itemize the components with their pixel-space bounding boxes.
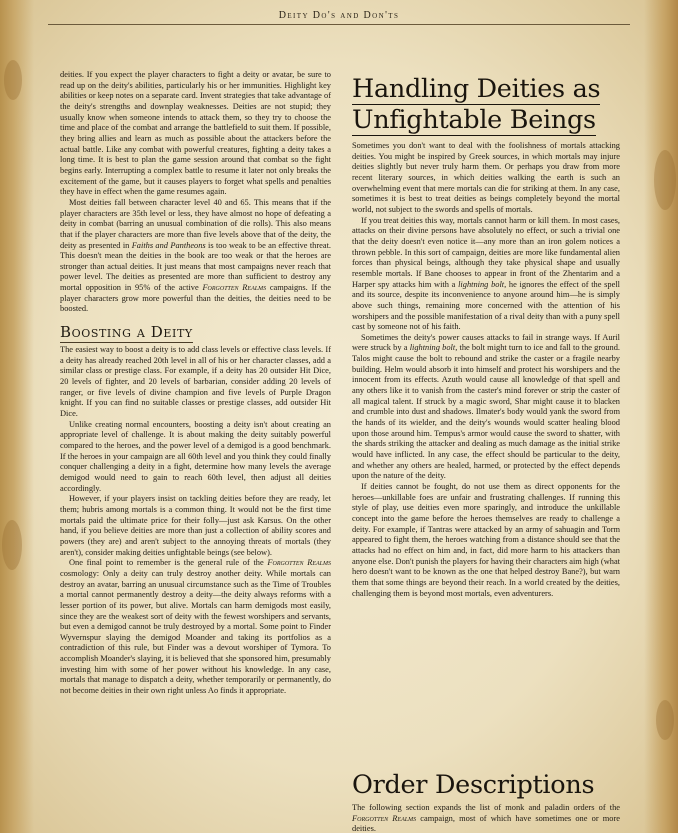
paragraph: If deities cannot be fought, do not use them as direct opponents for the heroes—unkillable foes are unfair and frustrating challenges. If running this style of play, use deities even more sparingly, and introduce the unkillable concept into the game before the heroes themselves are ready to challenge a deity. For example, if Tantras were attacked by an army of sahuagin and Torm appeared to fight them, the heroes watching from a distance should see that the attacks had no effect on him and, in fact, did more harm to his attackers than anyone else. Don't punish the players for having their characters aim high (what hero doesn't want to be known as the one that helped destroy Bane?), but warn them that some things are beyond their reach. In a world created by the deities, challenging them is beyond most mortals, even adventurers. (352, 482, 620, 598)
section-subheading: Boosting a Deity (60, 323, 193, 342)
header-rule (48, 24, 630, 25)
paragraph: One final point to remember is the general rule of the Forgotten Realms cosmology: Only a deity can truly destroy another deity. While mortals can destroy an avatar, barring an unusual circumstance such as the Time of Troubles a mortal cannot permanently destroy a deity—the deity always reforms with a lesser portion of its power, but alive. Mortals can harm demigods most easily, since they are the weakest sort of deity with the fewest worshipers and servants, but even a demigod cannot be truly destroyed by a mortal. Some point to Finder Wyvernspur slaying the demigod Moander and taking its portfolios as a contradiction of this rule, but Finder was a devout worshiper of Tymora. To accomplish Moander's slaying, it is believed that she sponsored him, presumably investing him with some of her power without his knowledge. In any case, mortals that manage to dispatch a deity, whether temporarily or permanently, do not become deities in their own right unless Ao finds it appropriate. (60, 558, 331, 696)
paragraph: However, if your players insist on tackling deities before they are ready, let them; hubris among mortals is a common thing. It would not be the first time mortals paid the ultimate price for their folly—just ask Karsus. On the other hand, if you believe deities are more than just a collection of ability scores and powers (they are) and aren't subject to the annoying threats of mortals (they aren't), consider making deities unfightable beings (see below). (60, 494, 331, 557)
paragraph: Sometimes the deity's power causes attacks to fail in strange ways. If Auril were struck by a lightning bolt, the bolt might turn to ice and fall to the ground. Talos might cause the bolt to rebound and strike the caster or a fragile nearby building. Helm would absorb it into himself and protect his worshipers and the innocent from its effects. Azuth would cause all knowledge of that spell and any others like it to vanish from the caster's mind forever or strip the caster of all magical talent. If struck by a magic sword, Shar might cause it to blacken and crumble into dust and shadows. Ilmater's body would yank the sword from the hands of its wielder, and the deity's wounds would scatter healing blood upon those around him. Tempus's armor would cause the sword to shatter, with the shards striking the attacker and dealing as much damage as the initial strike would have inflicted. In any case, the effect should be particular to the deity, and whether any others are healed, harmed, or protected by the effect depends upon the nature of the deity. (352, 332, 621, 481)
paragraph: Most deities fall between character level 40 and 65. This means that if the player characters are 35th level or less, they have almost no hope of defeating a deity in combat (barring an unusual combination of die rolls). This also means that if the player characters are more than five levels above that of the deity, the deity as presented in Faiths and Pantheons is too weak to be an effective threat. This doesn't mean the deities in the book are too weak or that the heroes are stronger than actual deities. It just means that most campaigns never reach that power level. The deities as presented are more than sufficient to destroy any mortal opposition in 95% of the active Forgotten Realms campaigns. If the player characters grow more powerful than the deities, the deities need to be boosted. (60, 197, 332, 314)
paragraph: Unlike creating normal encounters, boosting a deity isn't about creating an appropriate level of challenge. It is about making the deity suitably powerful compared to the heroes, and the power level of a demigod is a good benchmark. If the heroes in your campaign are all 60th level and you think they could finally conquer challenging a deity in a fight, determine how many levels the average demigod would need to gain to reach 60th level, then adjust all deities accordingly. (60, 419, 331, 493)
paragraph: The following section expands the list of monk and paladin orders of the Forgotten Realms campaign, most of which have sometimes one or more deities. (352, 803, 621, 833)
section-heading-unfightable: Handling Deities as Unfightable Beings (352, 74, 601, 135)
stain-blot (4, 60, 22, 100)
left-column (60, 70, 331, 697)
stain-blot (2, 520, 22, 570)
section-heading-order-descriptions: Order Descriptions (352, 770, 595, 800)
stain-blot (656, 700, 674, 740)
paragraph: If you treat deities this way, mortals cannot harm or kill them. In most cases, attacks on their divine persons have absolutely no effect, or such a trivial one that the deity doesn't even notice it—any more than an iron golem notices a thrown pebble. In this sort of campaign, deities are more like fundamental alien forces than physical beings, although they take physical shape and usually resemble mortals. If Bane chooses to appear in front of the Zhentarim and a Harper spy attacks him with a lightning bolt, he ignores the effect of the spell and its source, despite its inconvenience to anyone around him—he is simply above such things, remaining more concerned with the attention of his worshipers and the possible manifestation of a rival deity than with a puny spell cast by someone not of his faith. (352, 215, 620, 332)
running-header: Deity Do's and Don'ts (278, 10, 400, 21)
left-edge-stain (0, 0, 34, 833)
paragraph: Sometimes you don't want to deal with the foolishness of mortals attacking deities. You might be inspired by Greek sources, in which mortals may injure deities slightly but never truly harm them. Or perhaps you draw from more recent literary sources, in which deities walking the earth is such an overwhelming event that mere mortals can die for striking at them. In any case, sometimes it is best to treat deities as beings completely beyond the mortal world, not subject to the swords and spells of mortals. (352, 141, 620, 214)
paragraph: deities. If you expect the player characters to fight a deity or avatar, be sure to read up on the deity's abilities, particularly his or her immunities. Highlight key abilities or keep notes on a separate card. Invent strategies that take advantage of the deity's strengths and downplay weaknesses. Deities are not stupid; they usually know when someone intends to attack them, so they try to choose the time and place of the combat and arrange the battlefield to suit them. If possible, they bring allies and learn as much as possible about the attackers before the actual battle. Like any combat with powerful creatures, fighting a deity takes a long time. It is best to plan the game session around that combat so the fight begins early. Interrupting a complex battle to resume it later not only breaks the excitement of the game, but it causes players to forget what spells and penalties they have in effect when the game resumes again. (60, 70, 331, 197)
paragraph: The easiest way to boost a deity is to add class levels or effective class levels. If a deity has already reached 20th level in all of his or her character classes, add a similar class or prestige class. For example, if a deity has 20 outsider Hit Dice, 20 levels of fighter, and 20 levels of barbarian, consider adding 20 levels of ranger, or five levels of divine champion and five levels of Purple Dragon knight. If you can find no suitable classes or prestige classes, add outsider Hit Dice. (60, 345, 331, 419)
order-descriptions-intro (352, 803, 620, 833)
right-column (352, 141, 620, 599)
stain-blot (654, 150, 676, 210)
